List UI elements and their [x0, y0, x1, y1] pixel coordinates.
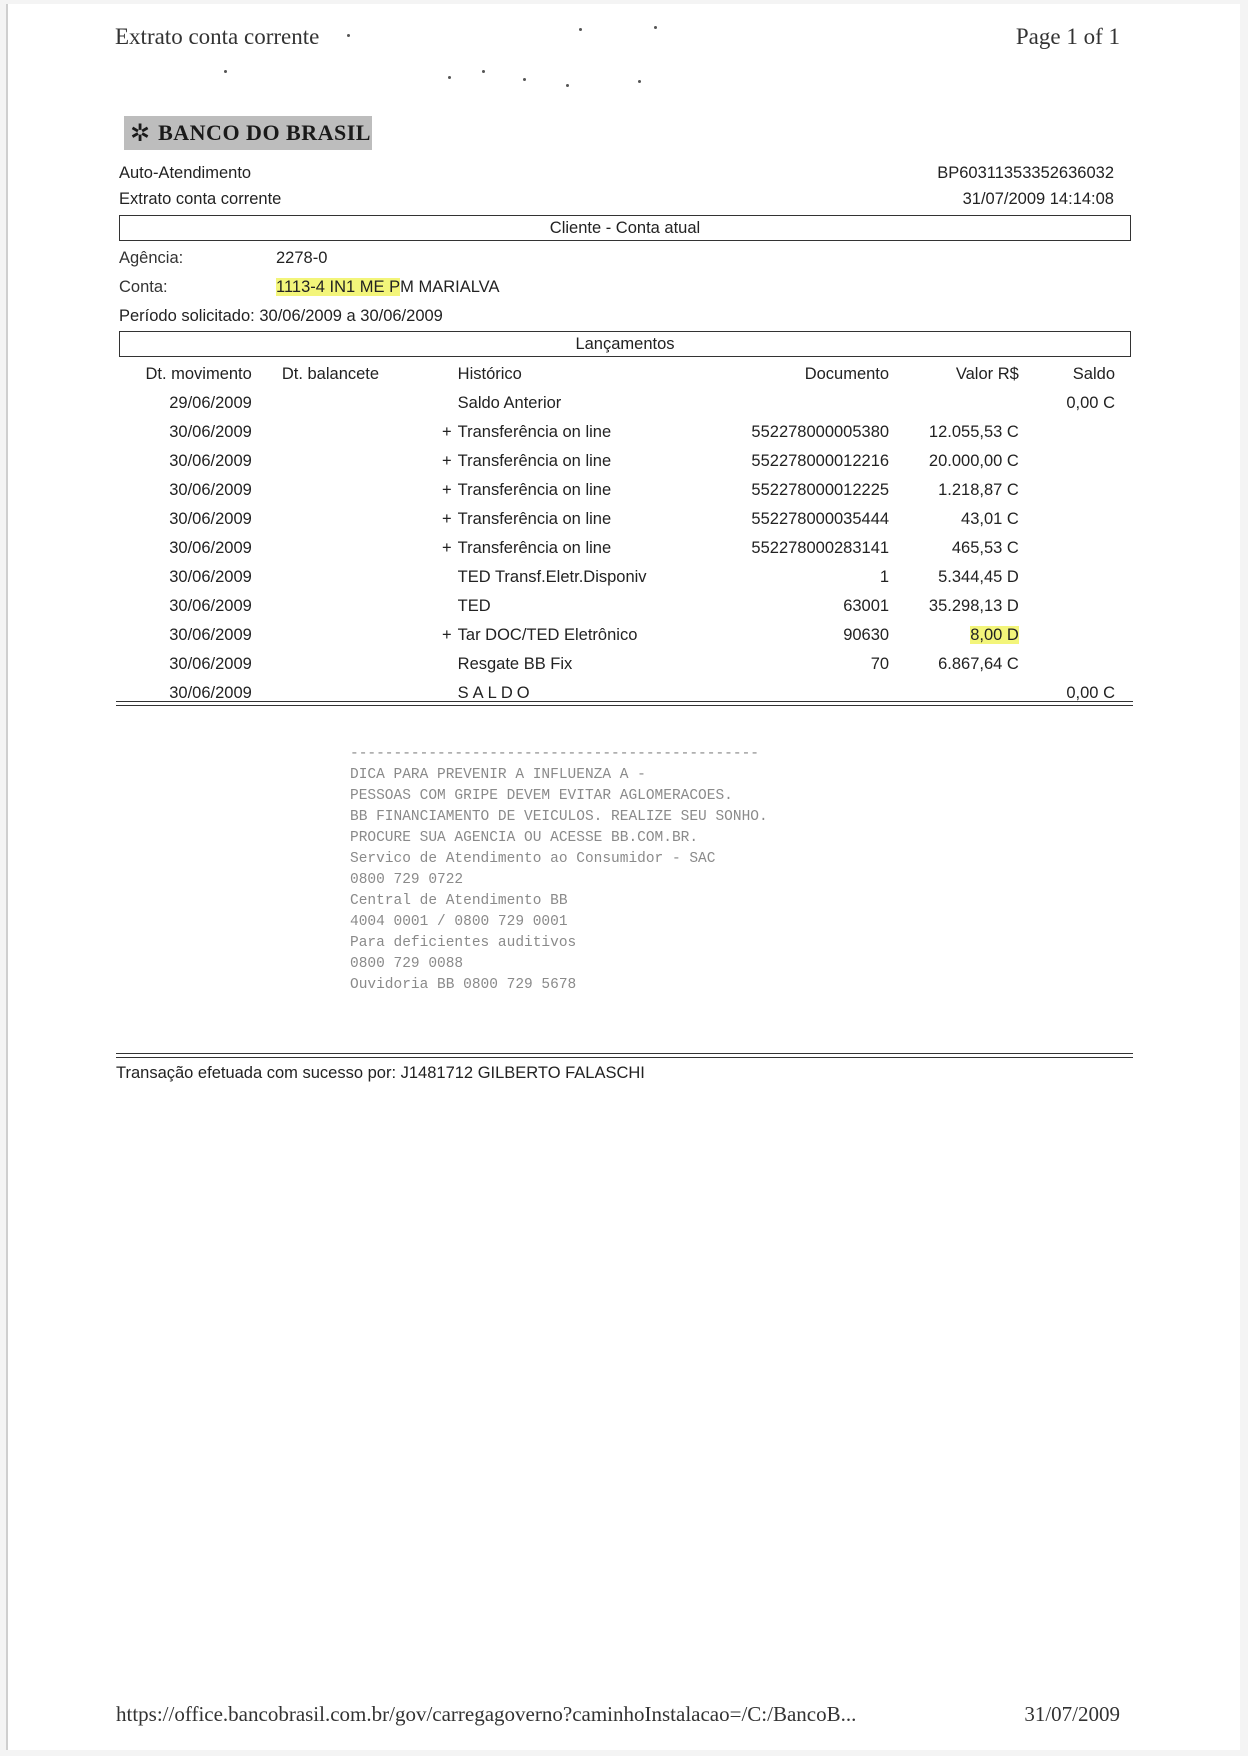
table-row	[119, 650, 1135, 679]
client-section-header	[119, 215, 1131, 241]
cell-dt-movimento-text: 30/06/2009	[169, 423, 252, 441]
cell-historico	[458, 534, 722, 563]
cell-saldo-text: 0,00 C	[1066, 394, 1115, 412]
cell-historico-text: Transferência on line	[457, 510, 612, 528]
cell-valor	[889, 563, 1019, 592]
table-row	[119, 418, 1135, 447]
dica-line: Servico de Atendimento ao Consumidor - SAC	[350, 851, 716, 867]
issue-datetime: 31/07/2009 14:14:08	[962, 190, 1114, 208]
conta-label: Conta:	[119, 278, 168, 296]
table-row	[119, 621, 1135, 650]
cell-historico-text: Saldo Anterior	[457, 394, 562, 412]
logo-text: BANCO DO BRASIL	[158, 120, 371, 145]
cell-dt-movimento-text: 30/06/2009	[169, 655, 252, 673]
print-header-title: Extrato conta corrente	[115, 24, 320, 49]
dica-line: PROCURE SUA AGENCIA OU ACESSE BB.COM.BR.	[350, 830, 699, 846]
agencia-label: Agência:	[119, 249, 184, 267]
cell-dt-balancete	[252, 505, 433, 534]
cell-valor	[889, 476, 1019, 505]
service-name: Auto-Atendimento	[119, 164, 252, 182]
table-row	[119, 534, 1135, 563]
scan-speck	[347, 34, 350, 37]
cell-historico-text: Transferência on line	[457, 539, 612, 557]
print-footer-date: 31/07/2009	[1024, 1702, 1120, 1726]
cell-valor	[889, 592, 1019, 621]
cell-valor-text: 1.218,87 C	[938, 481, 1019, 499]
cell-dt-movimento-text: 30/06/2009	[169, 539, 252, 557]
cell-dt-movimento-text: 30/06/2009	[169, 452, 252, 470]
statement-page	[6, 4, 1240, 1750]
table-row	[119, 505, 1135, 534]
cell-saldo	[1019, 418, 1135, 447]
banco-do-brasil-logo	[124, 116, 372, 150]
cell-documento	[722, 447, 890, 476]
scan-speck	[566, 84, 569, 87]
cell-historico-text: TED	[457, 597, 491, 615]
conta-value-rest: M MARIALVA	[400, 278, 500, 296]
scan-speck	[448, 76, 451, 79]
cell-historico	[458, 389, 722, 418]
cell-historico	[458, 650, 722, 679]
cell-dt-balancete	[252, 447, 433, 476]
periodo-value: 30/06/2009 a 30/06/2009	[259, 307, 443, 325]
cell-valor-text: 8,00 D	[970, 626, 1019, 644]
document-type: Extrato conta corrente	[119, 190, 282, 208]
cell-dt-balancete	[252, 534, 433, 563]
cell-valor	[889, 621, 1019, 650]
agencia-value: 2278-0	[276, 249, 328, 267]
table-row	[119, 592, 1135, 621]
cell-dt-movimento-text: 30/06/2009	[169, 684, 252, 702]
col-sign	[432, 360, 457, 389]
conta-value-highlighted: 1113-4 IN1 ME P	[276, 278, 401, 296]
dica-line: BB FINANCIAMENTO DE VEICULOS. REALIZE SEU SONHO.	[350, 809, 768, 825]
cell-saldo	[1019, 563, 1135, 592]
cell-historico-text: Resgate BB Fix	[457, 655, 573, 673]
cell-documento	[722, 418, 890, 447]
cell-dt-balancete	[252, 592, 433, 621]
cell-valor	[889, 389, 1019, 418]
cell-documento-text: 552278000283141	[751, 539, 890, 557]
cell-dt-movimento-text: 30/06/2009	[169, 510, 252, 528]
cell-documento	[722, 563, 890, 592]
cell-dt-balancete	[252, 650, 433, 679]
table-header-row	[119, 360, 1135, 389]
cell-dt-movimento-text: 29/06/2009	[169, 394, 252, 412]
cell-sign	[432, 592, 457, 621]
cell-saldo	[1019, 447, 1135, 476]
cell-historico	[458, 592, 722, 621]
cell-valor-text: 6.867,64 C	[938, 655, 1019, 673]
col-documento: Documento	[804, 365, 890, 383]
cell-sign	[432, 534, 457, 563]
cell-historico-text: Transferência on line	[457, 423, 612, 441]
cell-valor-text: 5.344,45 D	[938, 568, 1019, 586]
cell-sign	[432, 418, 457, 447]
scan-speck	[523, 78, 526, 81]
cell-historico-text: Transferência on line	[457, 481, 612, 499]
dica-lines	[350, 765, 768, 996]
cell-historico	[458, 418, 722, 447]
periodo-label: Período solicitado:	[119, 307, 255, 325]
cell-dt-balancete	[252, 476, 433, 505]
cell-historico	[458, 447, 722, 476]
cell-sign-text: +	[442, 481, 452, 499]
cell-dt-movimento	[119, 505, 252, 534]
dica-line: Central de Atendimento BB	[350, 893, 568, 909]
cell-documento-text: 552278000035444	[751, 510, 890, 528]
cell-documento-text: 552278000012216	[751, 452, 890, 470]
cell-saldo	[1019, 534, 1135, 563]
cell-historico-text: Transferência on line	[457, 452, 612, 470]
print-header-page-number: Page 1 of 1	[1015, 24, 1120, 49]
cell-dt-movimento	[119, 476, 252, 505]
dica-line: 0800 729 0088	[350, 956, 464, 972]
cell-valor-text: 35.298,13 D	[928, 597, 1019, 615]
table-row	[119, 476, 1135, 505]
table-end-rule	[116, 701, 1133, 706]
cell-documento	[722, 621, 890, 650]
dica-separator: -----------------------------------------------	[350, 746, 759, 762]
cell-dt-movimento	[119, 621, 252, 650]
cell-valor	[889, 650, 1019, 679]
scan-speck	[224, 70, 227, 73]
cell-sign-text: +	[442, 423, 452, 441]
cell-saldo	[1019, 650, 1135, 679]
cell-historico	[458, 476, 722, 505]
print-footer-url: https://office.bancobrasil.com.br/gov/carregagoverno?caminhoInstalacao=/C:/BancoB...	[116, 1702, 857, 1726]
cell-valor-text: 12.055,53 C	[928, 423, 1019, 441]
cell-documento	[722, 650, 890, 679]
cell-dt-movimento	[119, 592, 252, 621]
cell-dt-movimento	[119, 650, 252, 679]
lancamentos-table	[119, 360, 1135, 708]
footer-rule	[116, 1053, 1133, 1058]
cell-saldo-text: 0,00 C	[1066, 684, 1115, 702]
cell-sign	[432, 621, 457, 650]
cell-historico-text: SALDO	[457, 684, 534, 702]
cell-saldo	[1019, 389, 1135, 418]
cell-documento-text: 552278000012225	[751, 481, 890, 499]
cell-dt-movimento	[119, 389, 252, 418]
scan-speck	[654, 26, 657, 29]
cell-sign-text: +	[442, 452, 452, 470]
cell-historico	[458, 621, 722, 650]
dica-line: 0800 729 0722	[350, 872, 464, 888]
cell-documento-text: 90630	[843, 626, 890, 644]
transaction-status: Transação efetuada com sucesso por: J1481712 GILBERTO FALASCHI	[116, 1064, 645, 1082]
col-dt-movimento: Dt. movimento	[145, 365, 252, 383]
cell-valor-text: 43,01 C	[961, 510, 1019, 528]
conta-value	[276, 278, 499, 297]
cell-valor	[889, 534, 1019, 563]
col-dt-balancete: Dt. balancete	[281, 365, 380, 383]
cell-historico-text: TED Transf.Eletr.Disponiv	[457, 568, 647, 586]
cell-saldo	[1019, 476, 1135, 505]
cell-dt-movimento-text: 30/06/2009	[169, 626, 252, 644]
dica-line: Para deficientes auditivos	[350, 935, 577, 951]
lancamentos-title: Lançamentos	[575, 335, 675, 353]
cell-valor	[889, 447, 1019, 476]
cell-valor	[889, 418, 1019, 447]
protocol-number: BP60311353352636032	[937, 164, 1114, 182]
cell-documento-text: 70	[870, 655, 890, 673]
col-historico: Histórico	[457, 365, 522, 383]
dica-line: Ouvidoria BB 0800 729 5678	[350, 977, 577, 993]
cell-documento	[722, 592, 890, 621]
dica-block	[350, 744, 768, 996]
cell-dt-balancete	[252, 418, 433, 447]
cell-dt-movimento-text: 30/06/2009	[169, 481, 252, 499]
dica-line: DICA PARA PREVENIR A INFLUENZA A -	[350, 767, 646, 783]
cell-documento	[722, 505, 890, 534]
cell-saldo	[1019, 592, 1135, 621]
col-saldo: Saldo	[1072, 365, 1115, 383]
cell-valor-text: 465,53 C	[951, 539, 1019, 557]
cell-sign-text: +	[442, 539, 452, 557]
cell-sign	[432, 447, 457, 476]
cell-sign	[432, 650, 457, 679]
cell-documento-text: 1	[879, 568, 890, 586]
cell-valor	[889, 505, 1019, 534]
cell-dt-movimento	[119, 534, 252, 563]
cell-dt-movimento-text: 30/06/2009	[169, 568, 252, 586]
periodo-row	[119, 307, 443, 326]
scan-speck	[638, 80, 641, 83]
cell-documento	[722, 534, 890, 563]
cell-sign-text: +	[442, 510, 452, 528]
cell-sign	[432, 563, 457, 592]
cell-dt-balancete	[252, 621, 433, 650]
dica-line: PESSOAS COM GRIPE DEVEM EVITAR AGLOMERACOES.	[350, 788, 733, 804]
cell-documento	[722, 389, 890, 418]
client-section-title: Cliente - Conta atual	[549, 219, 701, 237]
scan-speck	[579, 28, 582, 31]
cell-sign	[432, 389, 457, 418]
cell-dt-balancete	[252, 389, 433, 418]
cell-dt-movimento-text: 30/06/2009	[169, 597, 252, 615]
cell-saldo	[1019, 621, 1135, 650]
scan-speck	[482, 70, 485, 73]
table-row	[119, 563, 1135, 592]
cell-documento	[722, 476, 890, 505]
cell-dt-movimento	[119, 447, 252, 476]
cell-documento-text: 552278000005380	[751, 423, 890, 441]
table-row	[119, 447, 1135, 476]
cell-historico	[458, 505, 722, 534]
cell-sign	[432, 505, 457, 534]
cell-documento-text: 63001	[843, 597, 890, 615]
cell-dt-movimento	[119, 418, 252, 447]
cell-historico-text: Tar DOC/TED Eletrônico	[457, 626, 638, 644]
cell-dt-movimento	[119, 563, 252, 592]
table-row	[119, 389, 1135, 418]
cell-valor-text: 20.000,00 C	[928, 452, 1019, 470]
lancamentos-body	[119, 389, 1135, 708]
cell-sign-text: +	[442, 626, 452, 644]
lancamentos-section-header	[119, 331, 1131, 357]
cell-historico	[458, 563, 722, 592]
col-valor: Valor R$	[955, 365, 1019, 383]
cell-dt-balancete	[252, 563, 433, 592]
dica-line: 4004 0001 / 0800 729 0001	[350, 914, 568, 930]
bb-logo-icon: ✲	[130, 119, 151, 147]
cell-sign	[432, 476, 457, 505]
cell-saldo	[1019, 505, 1135, 534]
